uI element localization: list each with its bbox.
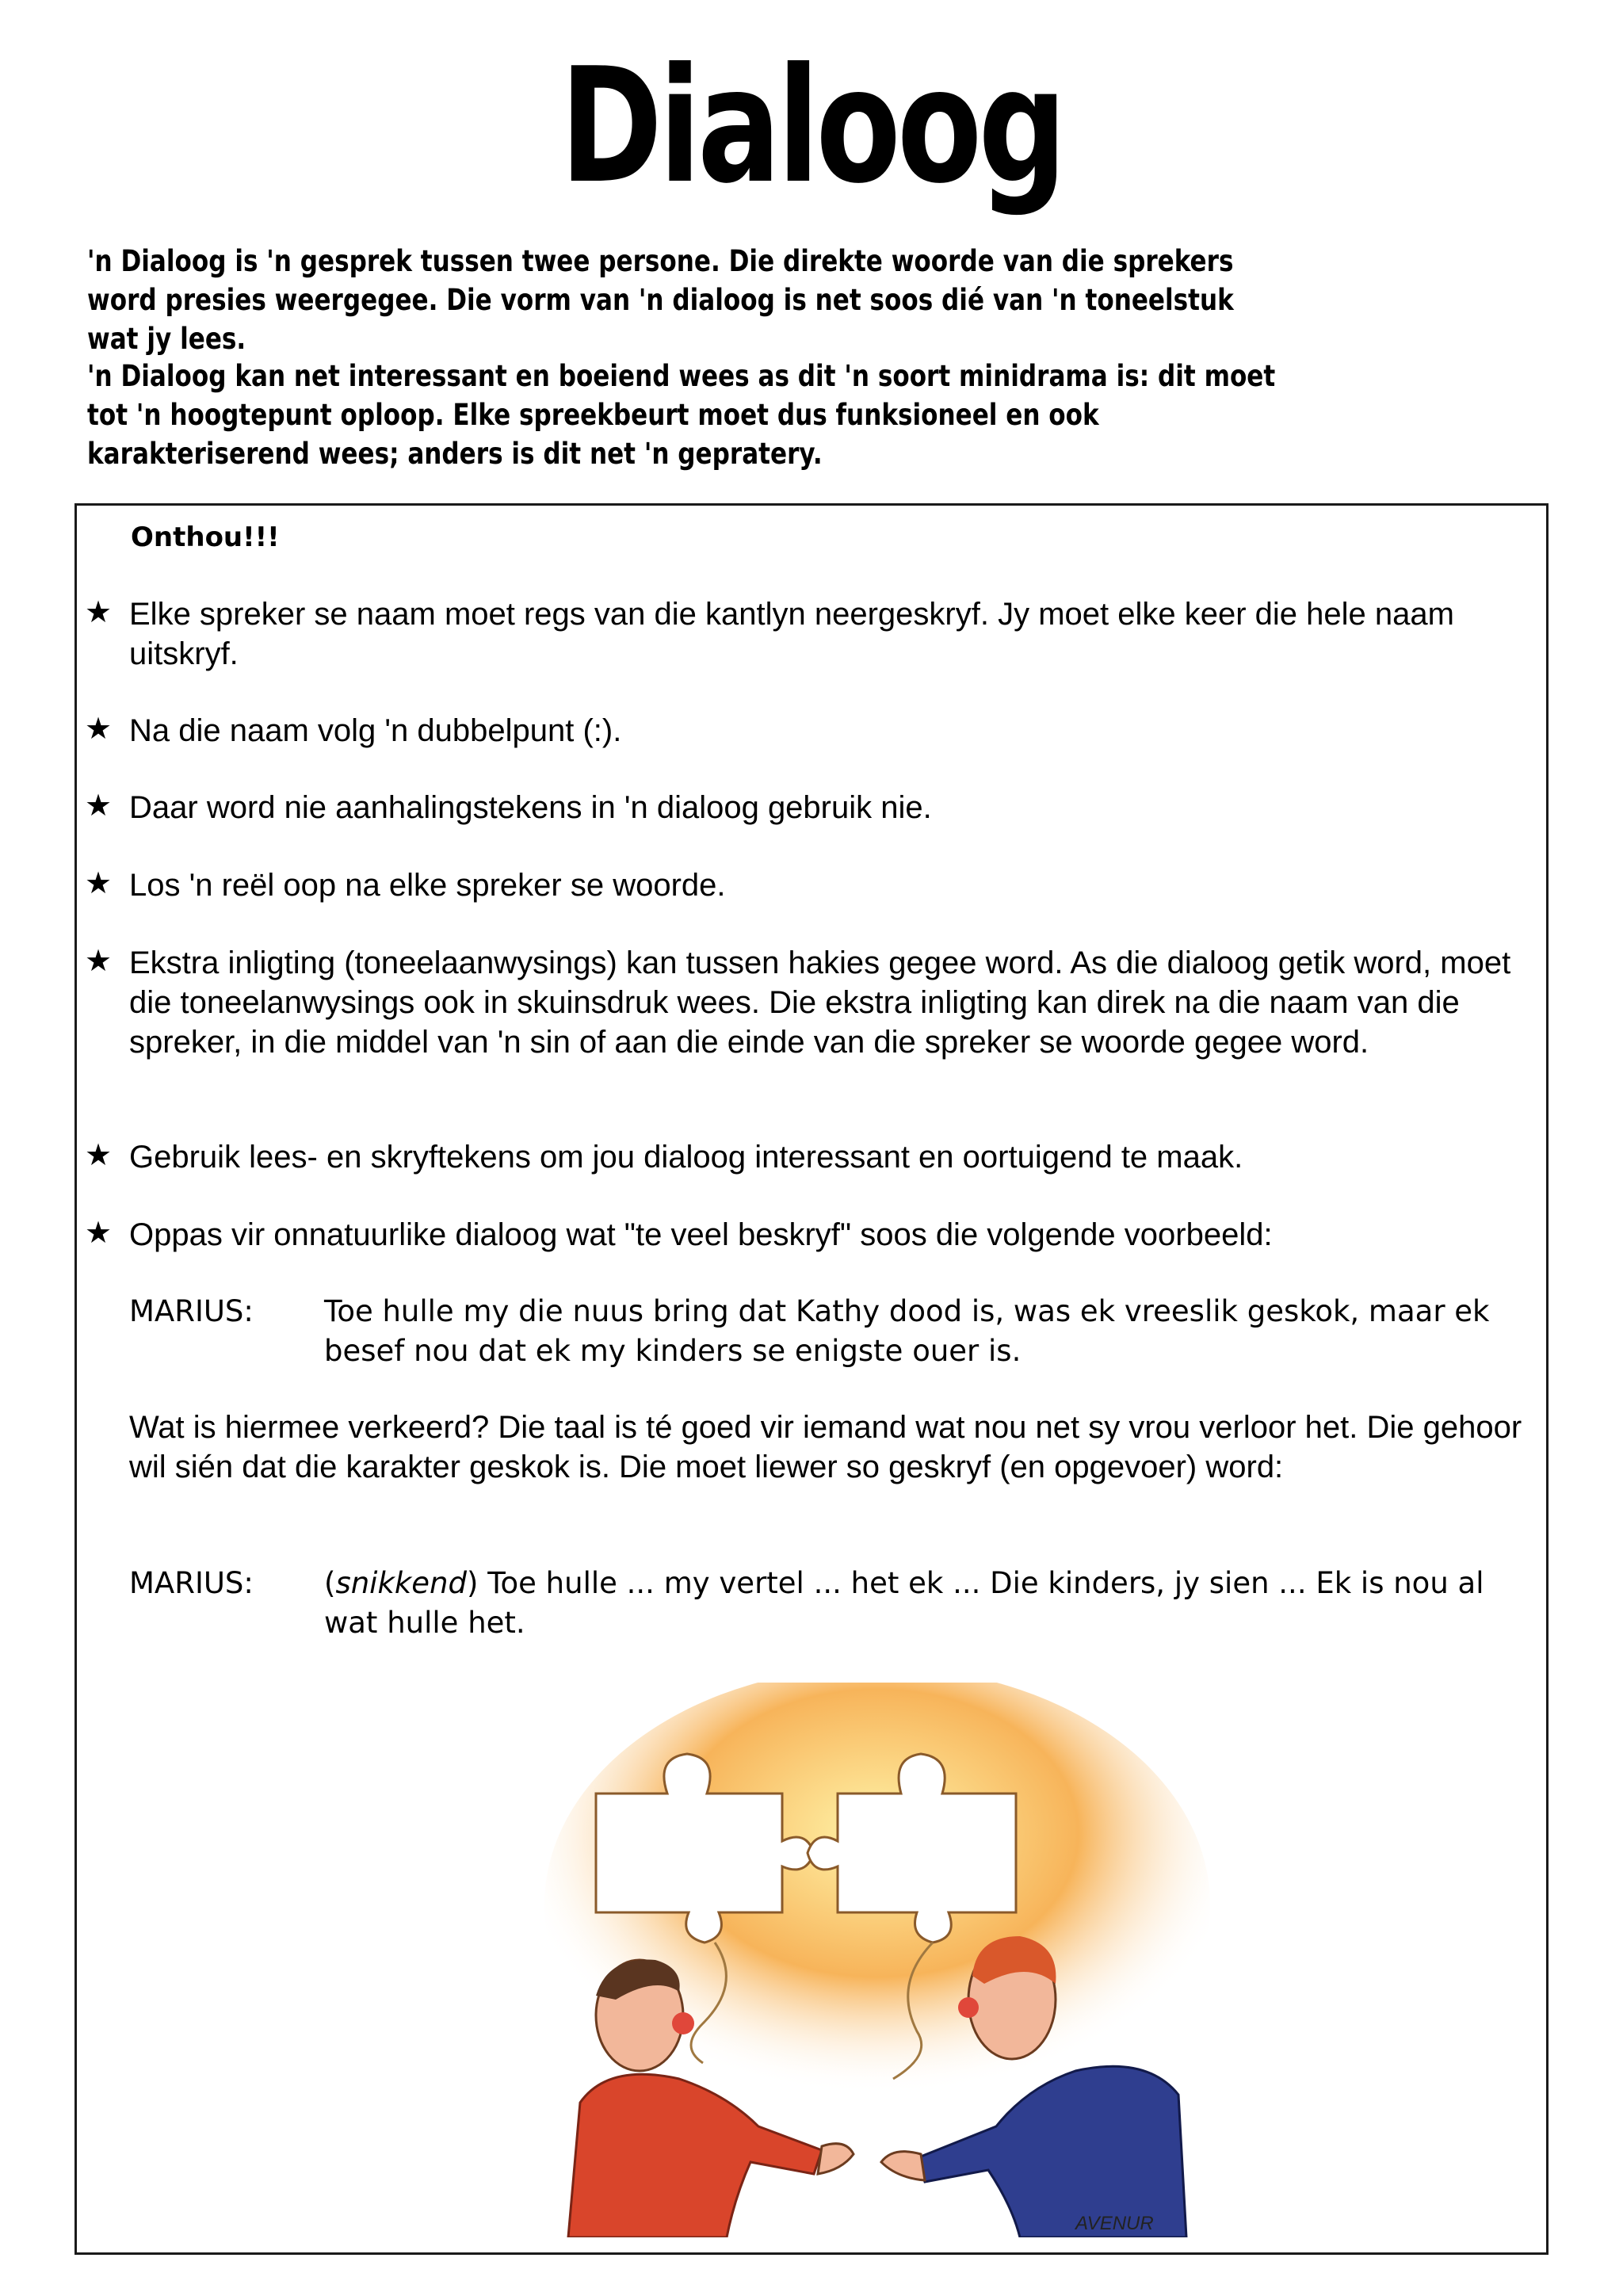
bullet-text: Ekstra inligting (toneelaanwysings) kan tussen hakies gegee word. As die dialoog getik word, moet die toneelanwysings ook in skuinsdruk wees. Die ekstra inligting kan direk na die naam van die spreker, in die middel van 'n sin of aan die einde van die spreker se woorde gegee word. <box>129 946 1511 1060</box>
intro-paragraph-2 <box>87 357 1285 473</box>
dialogue-example-1 <box>129 1292 1524 1371</box>
bullet-text: Na die naam volg 'n dubbelpunt (:). <box>129 713 622 748</box>
speaker-name: MARIUS: <box>129 1294 254 1328</box>
star-icon: ★ <box>85 712 113 746</box>
intro-text-2: 'n Dialoog kan net interessant en boeiend wees as dit 'n soort minidrama is: dit moet tot 'n hoogtepunt oploop. Elke spreekbeurt moet dus funksioneel en ook karakteriserend wees; anders is dit net 'n gepratery. <box>87 359 1276 471</box>
star-icon: ★ <box>85 945 113 978</box>
bullet-item <box>85 1137 1511 1177</box>
stage-direction: snikkend <box>335 1566 467 1600</box>
star-icon: ★ <box>85 789 113 823</box>
page-title: Dialoog <box>559 34 1064 219</box>
handshake-puzzle-illustration <box>521 1683 1234 2237</box>
bullet-text: Gebruik lees- en skryftekens om jou dialoog interessant en oortuigend te maak. <box>129 1140 1243 1175</box>
bullet-text: Los 'n reël oop na elke spreker se woorde. <box>129 868 726 903</box>
speaker-name: MARIUS: <box>129 1566 254 1600</box>
intro-paragraph-1 <box>87 242 1285 358</box>
bullet-text: Daar word nie aanhalingstekens in 'n dialoog gebruik nie. <box>129 790 932 825</box>
bullet-item <box>85 1215 1511 1255</box>
bullet-item <box>85 788 1511 827</box>
dialogue-example-2 <box>129 1564 1524 1643</box>
bullet-item <box>85 865 1511 905</box>
onthou-box <box>74 503 1549 2255</box>
bullet-item <box>85 594 1511 674</box>
star-icon: ★ <box>85 1139 113 1172</box>
star-icon: ★ <box>85 1217 113 1250</box>
explanation-paragraph: Wat is hiermee verkeerd? Die taal is té goed vir iemand wat nou net sy vrou verloor het. Die gehoor wil sién dat die karakter geskok is. Die moet liewer so geskryf (en opgevoer) word: <box>129 1410 1522 1484</box>
bullet-item <box>85 711 1511 751</box>
bullet-text: Elke spreker se naam moet regs van die kantlyn neergeskryf. Jy moet elke keer die hele naam uitskryf. <box>129 597 1454 671</box>
bullet-text: Oppas vir onnatuurlike dialoog wat "te veel beskryf" soos die volgende voorbeeld: <box>129 1217 1273 1252</box>
speaker-line: Toe hulle my die nuus bring dat Kathy dood is, was ek vreeslik geskok, maar ek besef nou dat ek my kinders se enigste ouer is. <box>324 1294 1490 1368</box>
speaker-line: Toe hulle ... my vertel ... het ek ... Die kinders, jy sien ... Ek is nou al wat hulle het. <box>324 1566 1484 1640</box>
onthou-heading: Onthou!!! <box>131 521 280 553</box>
speaker-line-wrap: (snikkend) Toe hulle ... my vertel ... het ek ... Die kinders, jy sien ... Ek is nou al wat hulle het. <box>324 1566 1484 1640</box>
illustrator-signature: AVENUR <box>1075 2213 1154 2234</box>
bullet-item <box>85 943 1511 1062</box>
star-icon: ★ <box>85 867 113 900</box>
star-icon: ★ <box>85 596 113 629</box>
intro-text-1: 'n Dialoog is 'n gesprek tussen twee persone. Die direkte woorde van die sprekers word presies weergegee. Die vorm van 'n dialoog is net soos dié van 'n toneelstuk wat jy lees. <box>87 244 1234 356</box>
